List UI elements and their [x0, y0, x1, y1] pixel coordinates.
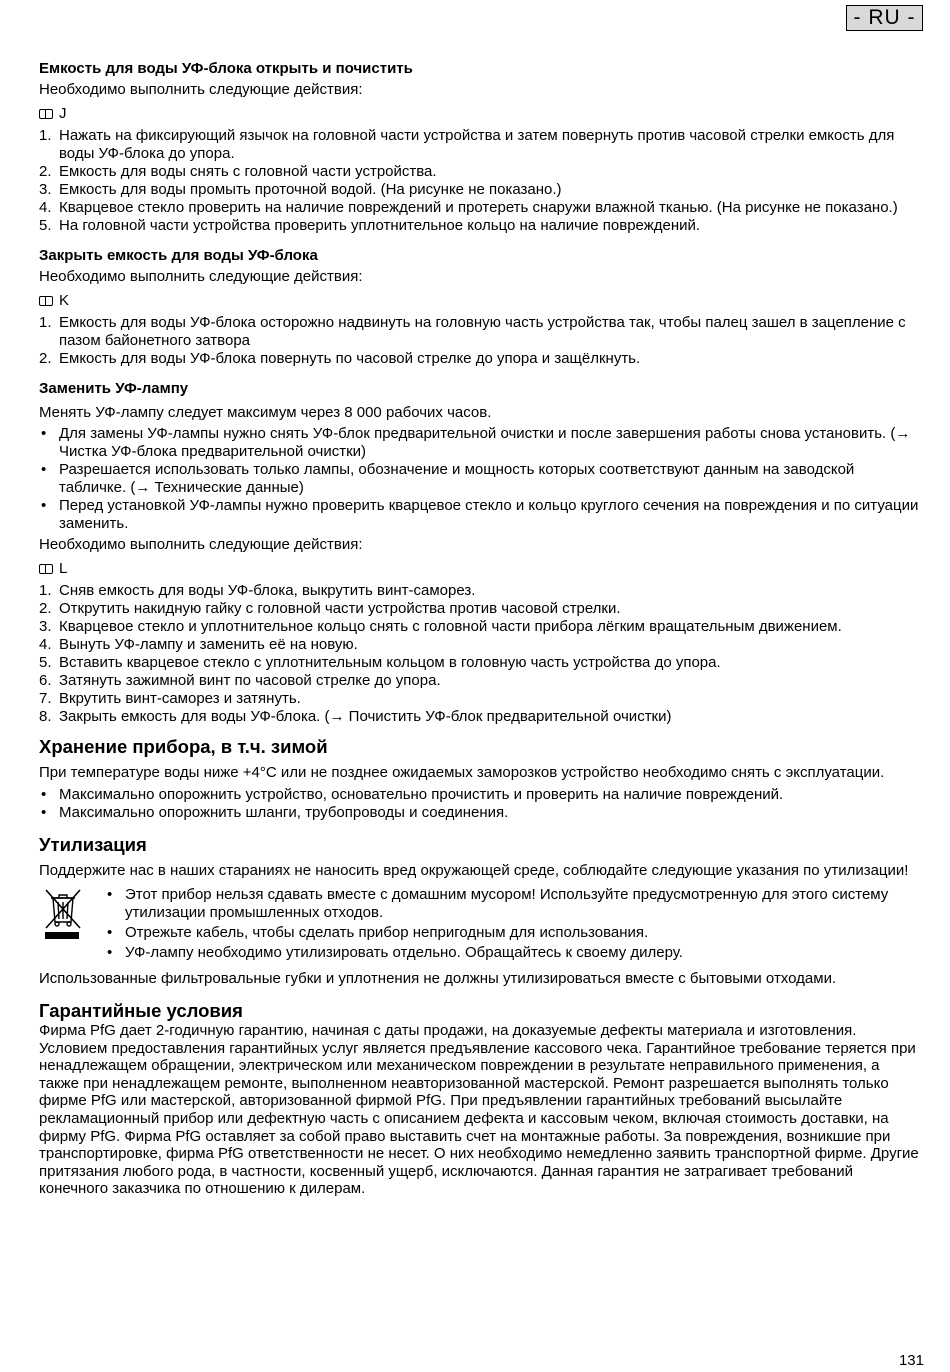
list-item: 7. Вкрутить винт-саморез и затянуть.: [39, 690, 301, 707]
figure-ref-k: [39, 292, 919, 310]
list-item: • Перед установкой УФ-лампы нужно проверить кварцевое стекло и кольцо круглого сечения на повреждения и по ситуации заменить.: [41, 497, 919, 532]
list-item: 4. Вынуть УФ-лампу и заменить её на новую.: [39, 636, 358, 653]
bullets-storage: [39, 786, 919, 822]
crossed-bin-icon: [41, 886, 85, 942]
list-item: • Максимально опорожнить устройство, основательно прочистить и проверить на наличие повреждений.: [41, 786, 784, 803]
bullets-replace-lamp: [39, 425, 919, 533]
page-number: 131: [898, 1352, 924, 1369]
figure-ref-l: [39, 560, 919, 578]
heading-storage: Хранение прибора, в т.ч. зимой: [39, 736, 328, 757]
language-badge: - RU -: [846, 5, 923, 31]
intro-replace-lamp: Менять УФ-лампу следует максимум через 8 000 рабочих часов.: [39, 404, 492, 421]
list-item: 5. Вставить кварцевое стекло с уплотнительным кольцом в головную часть устройства до упора.: [39, 654, 721, 671]
intro-open-clean: Необходимо выполнить следующие действия:: [39, 81, 363, 98]
list-item: • Отрежьте кабель, чтобы сделать прибор непригодным для использования.: [107, 924, 649, 941]
text2-disposal: Использованные фильтровальные губки и уплотнения не должны утилизироваться вместе с бытовыми отходами.: [39, 970, 837, 987]
heading-replace-lamp: Заменить УФ-лампу: [39, 380, 189, 397]
list-item: 2. Открутить накидную гайку с головной части устройства против часовой стрелки.: [39, 600, 621, 617]
page-content: [39, 60, 919, 1198]
heading-close: Закрыть емкость для воды УФ-блока: [39, 247, 318, 264]
list-item: • Для замены УФ-лампы нужно снять УФ-блок предварительной очистки и после завершения работы снова установить. (→ Чистка УФ-блока предварительной очистки): [41, 425, 911, 460]
list-item: 2. Емкость для воды снять с головной части устройства.: [39, 163, 437, 180]
figure-ref-j: [39, 105, 919, 123]
text-disposal: Поддержите нас в наших стараниях не наносить вред окружающей среде, соблюдайте следующие указания по утилизации!: [39, 862, 909, 879]
bullets-disposal: [105, 886, 919, 964]
steps-close: [39, 314, 919, 368]
list-item: 3. Кварцевое стекло и уплотнительное кольцо снять с головной части прибора лёгким вращательным движением.: [39, 618, 842, 635]
figure-letter: J: [59, 105, 67, 122]
book-icon: [39, 564, 53, 574]
list-item: 4. Кварцевое стекло проверить на наличие повреждений и протереть снаружи влажной тканью. (На рисунке не показано.): [39, 199, 898, 216]
list-item: • Максимально опорожнить шланги, трубопроводы и соединения.: [41, 804, 509, 821]
list-item: • Разрешается использовать только лампы, обозначение и мощность которых соответствуют данным на заводской табличке. (→ Технические данные): [41, 461, 855, 496]
figure-letter: K: [59, 292, 70, 309]
list-item: 1. Емкость для воды УФ-блока осторожно надвинуть на головную часть устройства так, чтобы палец зашел в зацепление с пазом байонетного затвора: [39, 314, 906, 349]
list-item: 1. Нажать на фиксирующий язычок на головной части устройства и затем повернуть против часовой стрелки емкость для воды УФ-блока до упора.: [39, 127, 895, 162]
intro2-replace-lamp: Необходимо выполнить следующие действия:: [39, 536, 363, 553]
list-item: 8. Закрыть емкость для воды УФ-блока. (→ Почистить УФ-блок предварительной очистки): [39, 708, 672, 725]
list-item: • Этот прибор нельзя сдавать вместе с домашним мусором! Используйте предусмотренную для этого систему утилизации промышленных отходов.: [107, 886, 889, 921]
book-icon: [39, 109, 53, 119]
list-item: 3. Емкость для воды промыть проточной водой. (На рисунке не показано.): [39, 181, 562, 198]
list-item: 6. Затянуть зажимной винт по часовой стрелке до упора.: [39, 672, 441, 689]
steps-open-clean: [39, 127, 919, 235]
list-item: 2. Емкость для воды УФ-блока повернуть по часовой стрелке до упора и защёлкнуть.: [39, 350, 641, 367]
list-item: 1. Сняв емкость для воды УФ-блока, выкрутить винт-саморез.: [39, 582, 476, 599]
figure-letter: L: [59, 560, 68, 577]
heading-open-clean: Емкость для воды УФ-блока открыть и почистить: [39, 60, 413, 77]
steps-replace-lamp: [39, 582, 919, 726]
list-item: • УФ-лампу необходимо утилизировать отдельно. Обращайтесь к своему дилеру.: [107, 944, 683, 961]
text-warranty: Фирма PfG дает 2-годичную гарантию, начиная с даты продажи, на доказуемые дефекты материала и изготовления. Условием предоставления гарантийных услуг является предъявление кассового чека. Гарантийное требование теряется при ненадлежащем обращении, электрическом или механическом повреждении в результате неправильного применения, а также при ненадлежащем ремонте, выполненном неавторизованной мастерской. Ремонт разрешается выполнять только фирме PfG или мастерской, авторизованной фирмой PfG. При предъявлении гарантийных требований высылайте рекламационный прибор или дефектную часть с описанием дефекта и кассовым чеком, включая стоимость доставки, на фирму PfG. Фирма PfG оставляет за собой право выставить счет на монтажные работы. За повреждения, возникшие при транспортировке, фирма PfG ответственности не несет. О них необходимо немедленно заявить транспортной фирме. Другие притязания любого рода, в частности, косвенный ущерб, исключаются. Данная гарантия не затрагивает требований конечного заказчика по отношению к дилерам.: [39, 1022, 919, 1198]
book-icon: [39, 296, 53, 306]
heading-disposal: Утилизация: [39, 834, 147, 855]
heading-warranty: Гарантийные условия: [39, 1000, 243, 1021]
list-item: 5. На головной части устройства проверить уплотнительное кольцо на наличие повреждений.: [39, 217, 701, 234]
disposal-block: [39, 886, 919, 964]
text-storage: При температуре воды ниже +4°C или не позднее ожидаемых заморозков устройство необходимо снять с эксплуатации.: [39, 764, 885, 781]
intro-close: Необходимо выполнить следующие действия:: [39, 268, 363, 285]
